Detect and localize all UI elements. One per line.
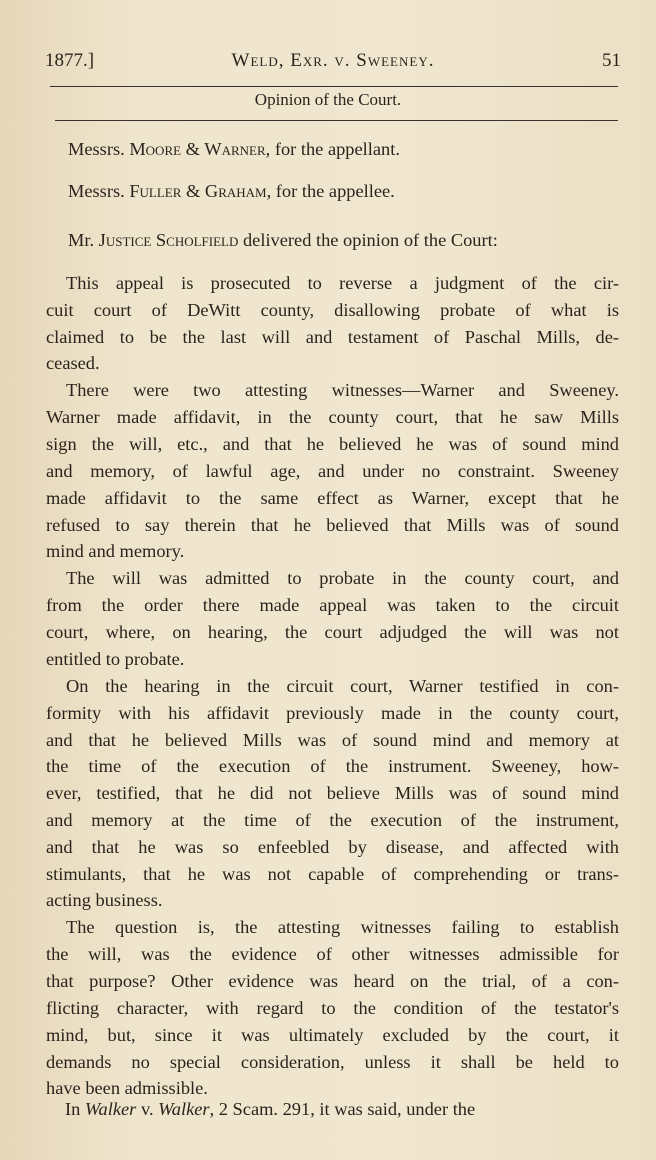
justice-intro: Mr. Justice Scholfield delivered the opinion of the Court: — [68, 230, 498, 250]
text-line: and that he was so enfeebled by disease, and affected with — [46, 837, 619, 857]
text-line: demands no special consideration, unless it shall be held to — [46, 1052, 619, 1072]
header-rule — [50, 86, 618, 87]
text-line: refused to say therein that he believed that Mills was of sound — [46, 515, 619, 535]
text-line: the time of the execution of the instrument. Sweeney, how- — [46, 756, 619, 776]
text-line: and memory, of lawful age, and under no constraint. Sweeney — [46, 461, 619, 481]
text-line: made affidavit to the same effect as Warner, except that he — [46, 488, 619, 508]
subheading-rule — [55, 120, 618, 121]
text-line: sign the will, etc., and that he believed he was of sound mind — [46, 434, 619, 454]
text-line: have been admissible. — [46, 1078, 208, 1098]
text-line: stimulants, that he was not capable of comprehending or trans- — [46, 864, 619, 884]
page-number: 51 — [602, 50, 621, 71]
text-line: flicting character, with regard to the condition of the testator's — [46, 998, 619, 1018]
text-line: and memory at the time of the execution of the instrument, — [46, 810, 619, 830]
text-line: This appeal is prosecuted to reverse a judgment of the cir- — [66, 273, 619, 293]
text-line: ceased. — [46, 353, 100, 373]
final-line: In Walker v. Walker, 2 Scam. 291, it was said, under the — [65, 1099, 476, 1119]
header-year: 1877.] — [45, 50, 95, 71]
text-line: the will, was the evidence of other witnesses admissible for — [46, 944, 619, 964]
counsel-appellee: Messrs. Fuller & Graham, for the appellee. — [68, 181, 395, 201]
text-line: ever, testified, that he did not believe Mills was of sound mind — [46, 783, 619, 803]
text-line: The question is, the attesting witnesses failing to establish — [66, 917, 619, 937]
text-line: acting business. — [46, 890, 163, 910]
section-subheading: Opinion of the Court. — [254, 90, 402, 109]
counsel-appellant: Messrs. Moore & Warner, for the appellant. — [68, 139, 400, 159]
text-line: cuit court of DeWitt county, disallowing probate of what is — [46, 300, 619, 320]
text-line: entitled to probate. — [46, 649, 185, 669]
text-line: Warner made affidavit, in the county court, that he saw Mills — [46, 407, 619, 427]
text-line: The will was admitted to probate in the county court, and — [66, 568, 619, 588]
text-line: mind and memory. — [46, 541, 185, 561]
text-line: claimed to be the last will and testament of Paschal Mills, de- — [46, 327, 619, 347]
text-line: and that he believed Mills was of sound mind and memory at — [46, 730, 619, 750]
text-line: from the order there made appeal was taken to the circuit — [46, 595, 619, 615]
text-line: mind, but, since it was ultimately excluded by the court, it — [46, 1025, 619, 1045]
text-line: court, where, on hearing, the court adjudged the will was not — [46, 622, 619, 642]
header-case-title: Weld, Exr. v. Sweeney. — [231, 50, 435, 71]
text-line: On the hearing in the circuit court, Warner testified in con- — [66, 676, 619, 696]
running-header — [45, 50, 621, 78]
text-line: There were two attesting witnesses—Warner and Sweeney. — [66, 380, 619, 400]
text-line: formity with his affidavit previously made in the county court, — [46, 703, 619, 723]
text-line: that purpose? Other evidence was heard on the trial, of a con- — [46, 971, 619, 991]
